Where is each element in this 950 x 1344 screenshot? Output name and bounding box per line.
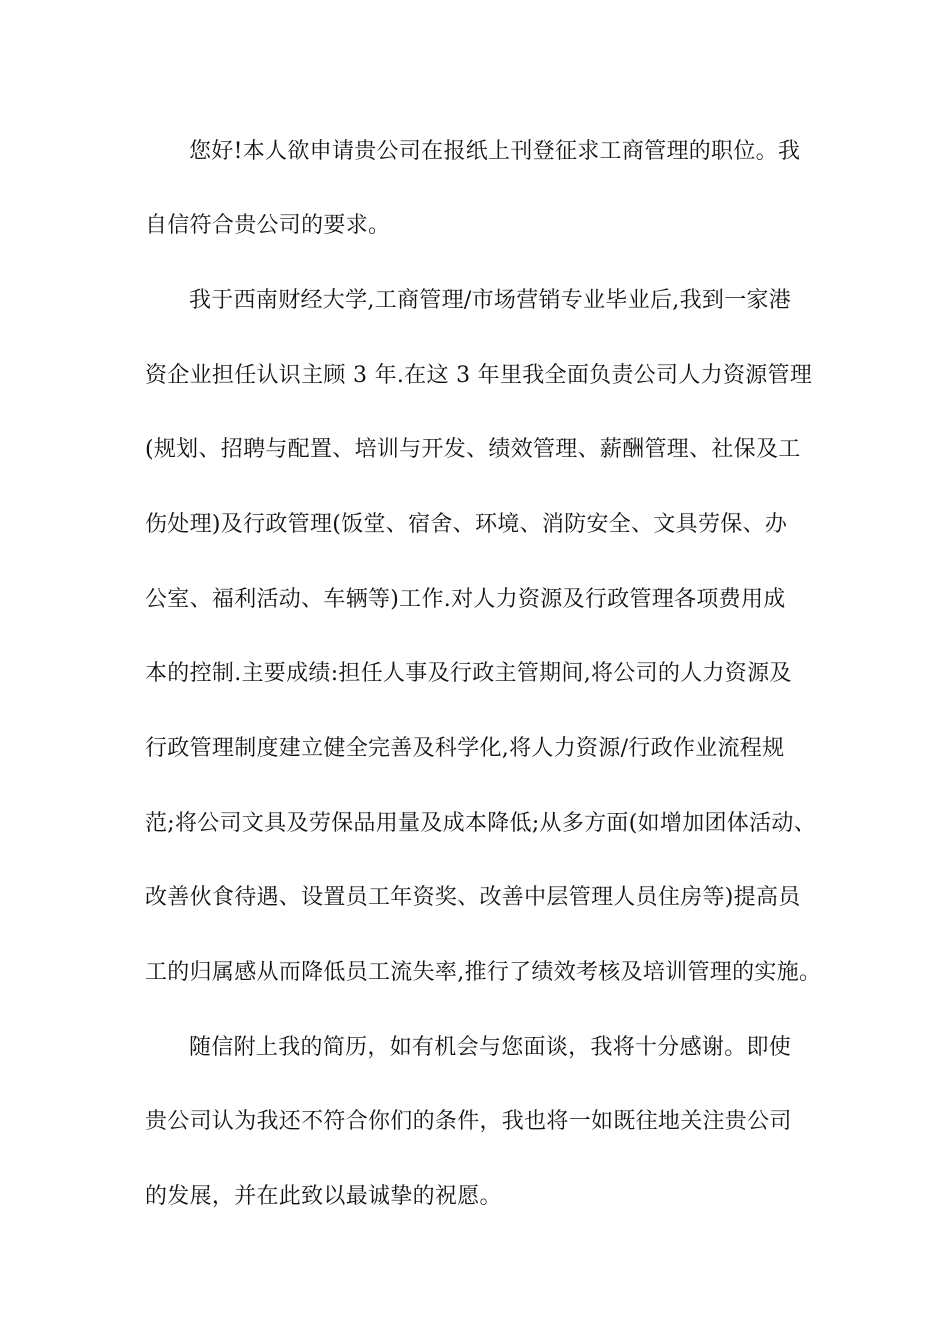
text-line: 贵公司认为我还不符合你们的条件，我也将一如既往地关注贵公司 — [145, 1109, 792, 1134]
text-line: 资企业担任认识主顾 3 年.在这 3 年里我全面负责公司人力资源管理 — [145, 363, 813, 388]
text-line: 的发展，并在此致以最诚挚的祝愿。 — [145, 1184, 502, 1209]
text-line: 伤处理)及行政管理(饭堂、宿舍、环境、消防安全、文具劳保、办 — [145, 512, 788, 537]
text-line: 工的归属感从而降低员工流失率,推行了绩效考核及培训管理的实施。 — [145, 960, 822, 985]
text-line: 范;将公司文具及劳保品用量及成本降低;从多方面(如增加团体活动、 — [145, 811, 817, 836]
text-line: 自信符合贵公司的要求。 — [145, 213, 391, 238]
text-line: 行政管理制度建立健全完善及科学化,将人力资源/行政作业流程规 — [145, 736, 785, 761]
text-line: 我于西南财经大学,工商管理/市场营销专业毕业后,我到一家港 — [189, 288, 792, 313]
text-line: 本的控制.主要成绩:担任人事及行政主管期间,将公司的人力资源及 — [145, 661, 792, 686]
text-line: 随信附上我的简历，如有机会与您面谈，我将十分感谢。即使 — [189, 1035, 792, 1060]
text-line: 您好!本人欲申请贵公司在报纸上刊登征求工商管理的职位。我 — [189, 139, 801, 164]
text-line: (规划、招聘与配置、培训与开发、绩效管理、薪酬管理、社保及工 — [145, 437, 801, 462]
text-line: 改善伙食待遇、设置员工年资奖、改善中层管理人员住房等)提高员 — [145, 885, 801, 910]
text-line: 公室、福利活动、车辆等)工作.对人力资源及行政管理各项费用成 — [145, 587, 786, 612]
